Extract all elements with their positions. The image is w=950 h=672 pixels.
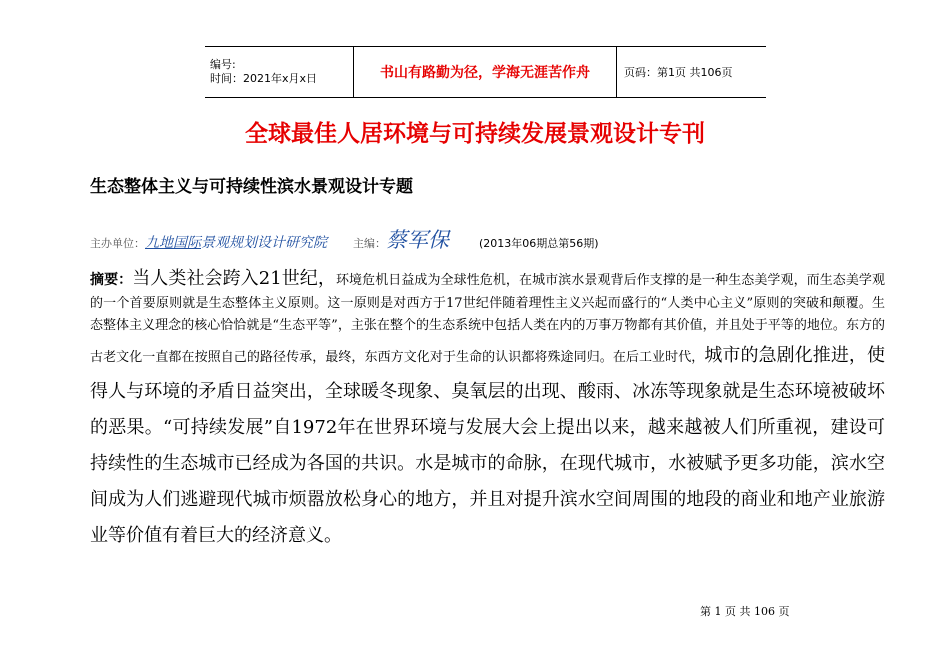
issue-info: (2013年06期总第56期) [479, 237, 599, 250]
abstract-large-text: 城市的急剧化推进，使得人与环境的矛盾日益突出，全球暖冬现象、臭氧层的出现、酸雨、冰冻等现象就是生态环境被破坏的恶果。“可持续发展”自1972年在世界环境与发展大会上提出以来，越来越被人们所重视，建设可持续性的生态城市已经成为各国的共识。水是城市的命脉，在现代城市，水被赋予更多功能，滨水空间成为人们逃避现代城市烦嚣放松身心的地方，并且对提升滨水空间周围的地段的商业和地产业旅游业等价值有着巨大的经济意义。 [90, 344, 885, 546]
abstract-paragraph [90, 268, 885, 554]
sponsor-org-link[interactable]: 九地国际 [145, 235, 201, 251]
time-label: 时间：2021年x月x日 [210, 72, 318, 85]
sponsor-org [145, 232, 327, 252]
abstract-small-text: 环境危机日益成为全球性危机，在城市滨水景观背后作支撑的是一种生态美学观，而生态美学观的一个首要原则就是生态整体主义原则。这一原则是对西方于17世纪伴随着理性主义兴起而盛行的“人类中心主义”原则的突破和颠覆。生态整体主义理念的核心恰恰就是“生态平等”，主张在整个的生态系统中包括人类在内的万事万物都有其价值，并且处于平等的地位。东方的古老文化一直都在按照自己的路径传承，最终，东西方文化对于生命的认识都将殊途同归。在后工业时代， [90, 273, 886, 365]
sponsor-org-rest: 景观规划设计研究院 [201, 235, 327, 251]
subtitle: 生态整体主义与可持续性滨水景观设计专题 [90, 177, 413, 197]
abstract [90, 268, 885, 554]
editor-label: 主编： [353, 237, 386, 250]
number-label: 编号: [210, 58, 236, 71]
editor-name: 蔡军保 [386, 228, 449, 252]
main-title: 全球最佳人居环境与可持续发展景观设计专刊 [245, 121, 705, 147]
header-meta-cell [205, 47, 354, 98]
header-motto: 书山有路勤为径，学海无涯苦作舟 [354, 47, 617, 98]
sponsor-line [90, 224, 599, 252]
page-footer: 第 1 页 共 106 页 [700, 605, 790, 618]
abstract-lead: 当人类社会跨入21世纪， [132, 268, 336, 289]
sponsor-label: 主办单位： [90, 237, 145, 250]
header-page-info: 页码：第1页 共106页 [624, 66, 733, 79]
abstract-label: 摘要： [90, 272, 133, 288]
document-header [205, 46, 766, 98]
